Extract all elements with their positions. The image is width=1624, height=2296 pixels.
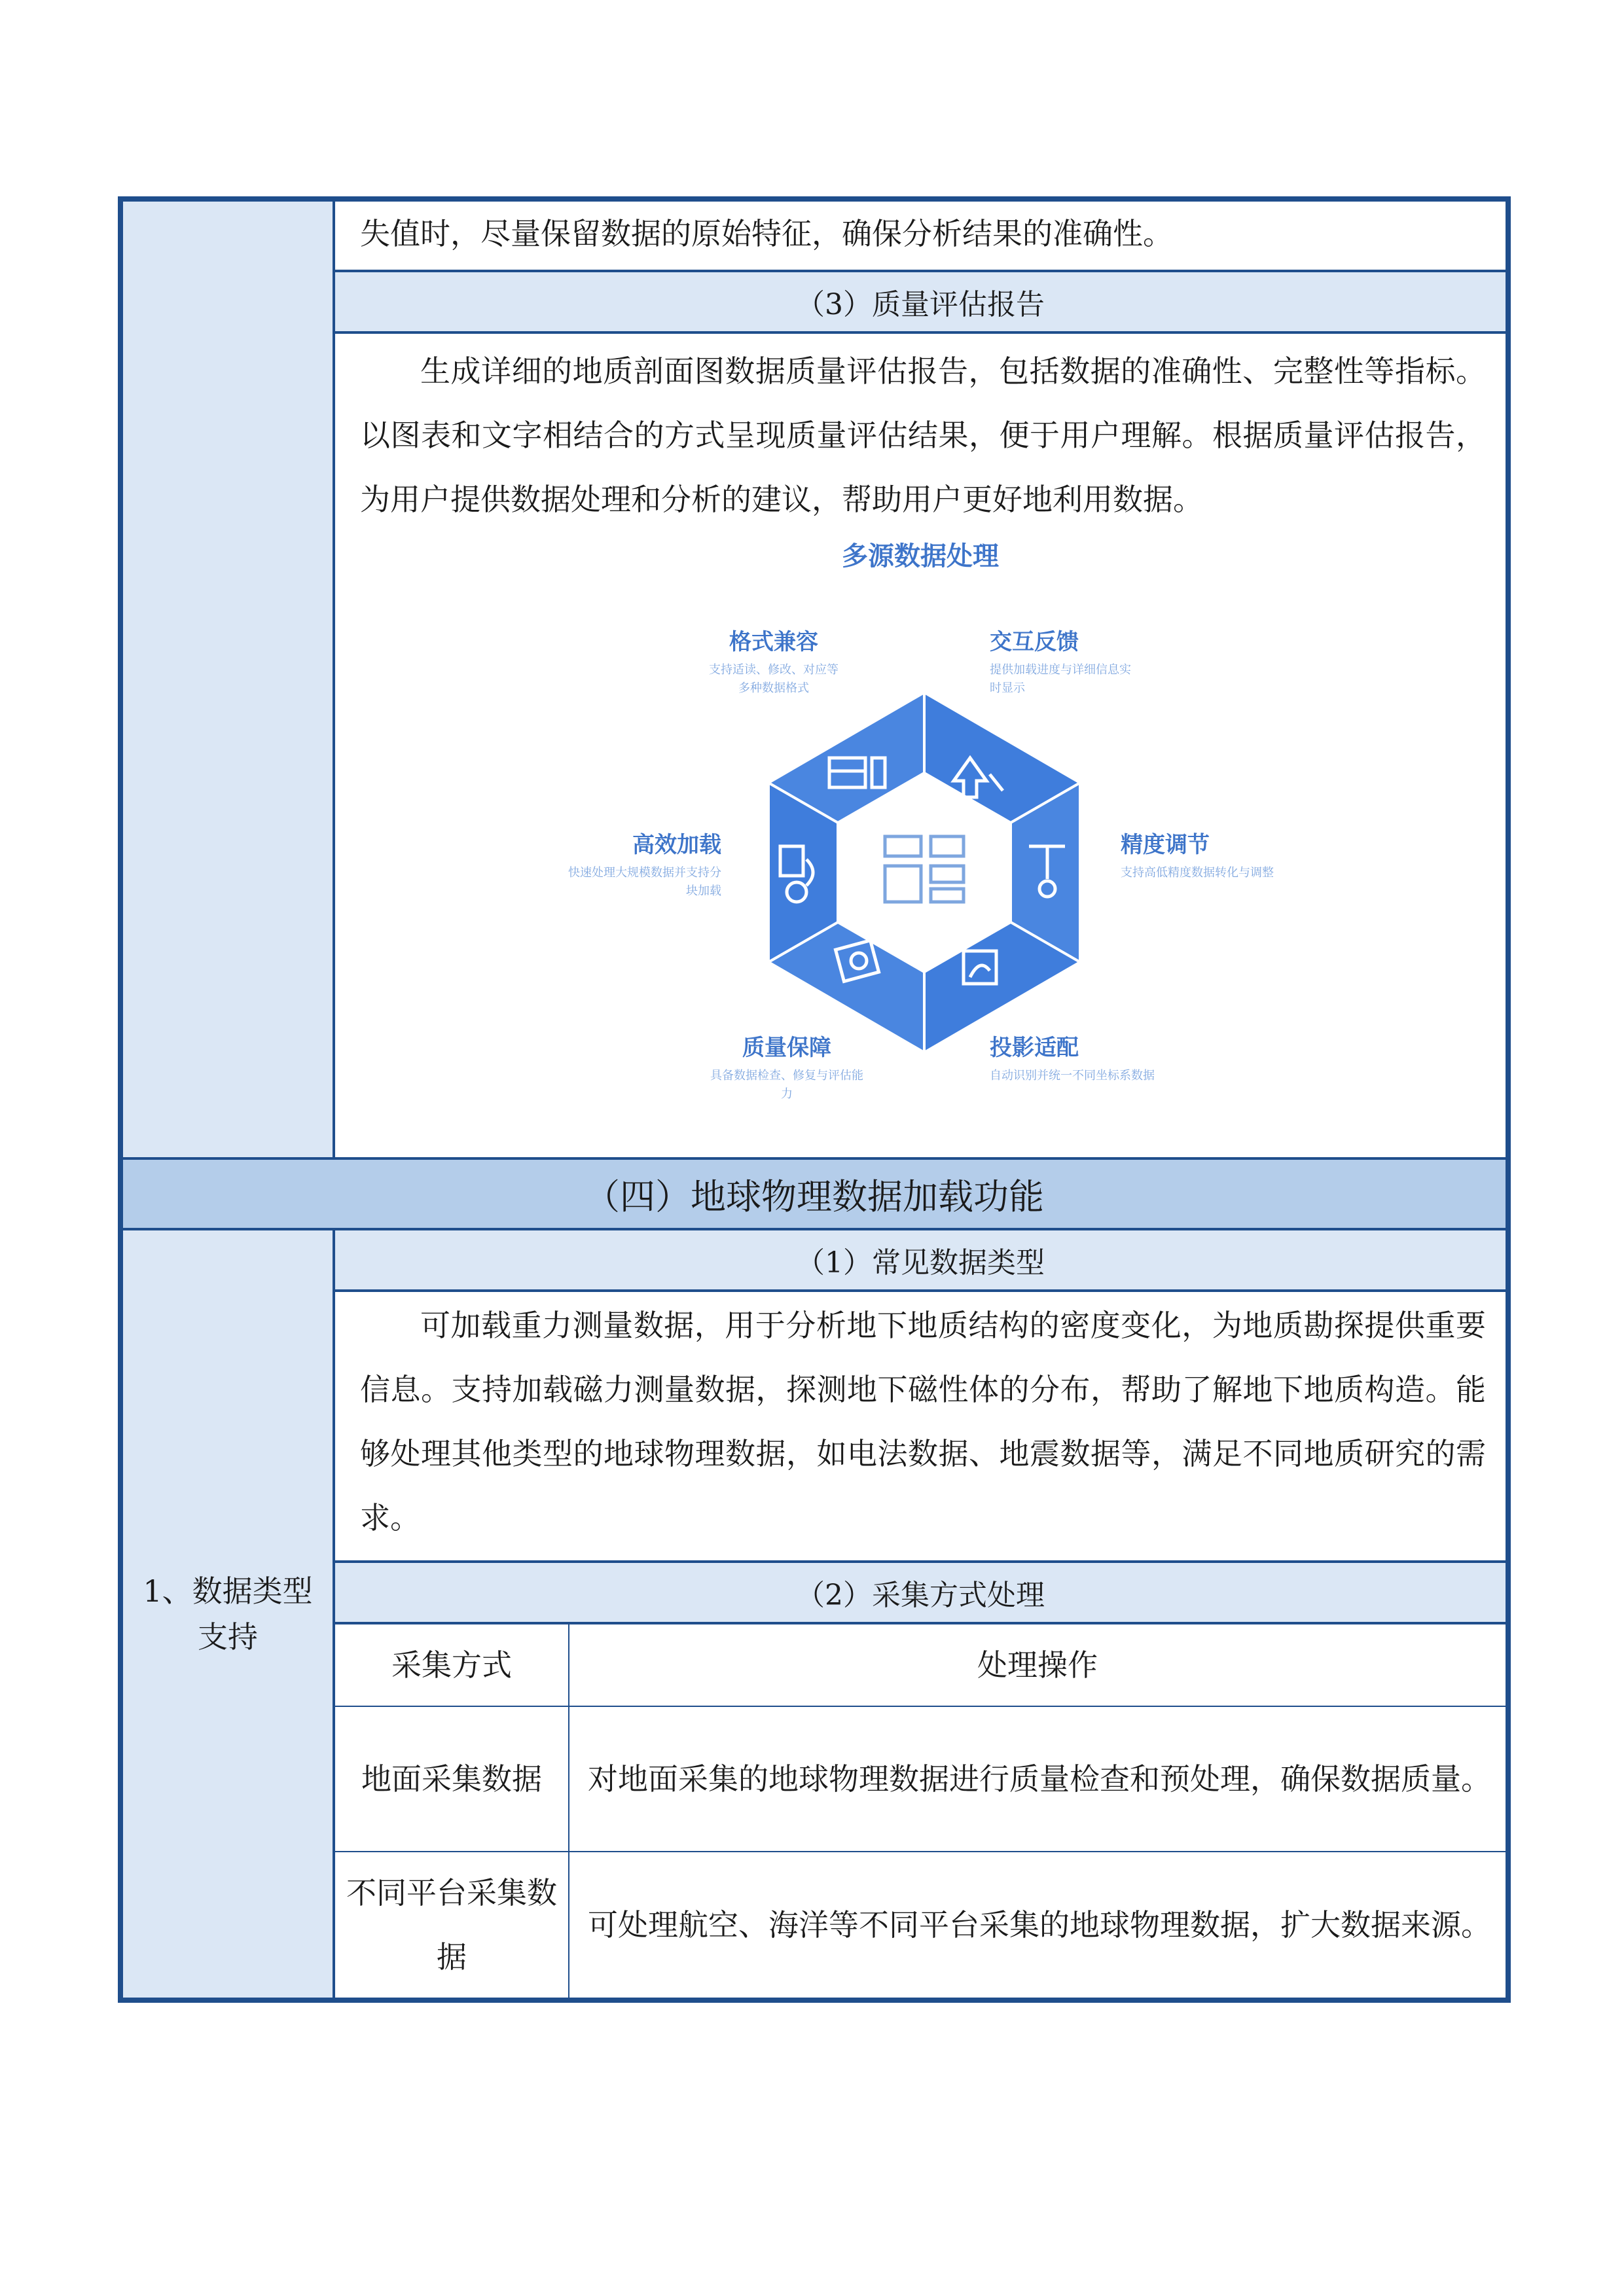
label-quality-title: 质量保障 <box>742 1035 831 1061</box>
continuation-text: 失值时，尽量保留数据的原始特征，确保分析结果的准确性。 <box>360 216 1173 251</box>
table-header-operation: 处理操作 <box>977 1647 1098 1683</box>
types-paragraph: 可加载重力测量数据，用于分析地下地质结构的密度变化，为地质勘探提供重要信息。支持加载磁力测量数据，探测地下磁性体的分布，帮助了解地下地质构造。能够处理其他类型的地球物理数据，如电法数据、地震数据等，满足不同地质研究的需求。 <box>360 1308 1486 1535</box>
collection-heading: （2）采集方式处理 <box>335 1563 1506 1622</box>
types-heading: （1）常见数据类型 <box>335 1230 1506 1289</box>
grid-line <box>333 270 1506 272</box>
section-four-title: （四）地球物理数据加载功能 <box>123 1160 1506 1228</box>
grid-line <box>333 202 335 1157</box>
label-precision-desc: 支持高低精度数据转化与调整 <box>1121 866 1274 880</box>
document-table <box>118 196 1511 2003</box>
grid-line <box>333 331 1506 334</box>
label-quality-desc: 具备数据检查、修复与评估能力 <box>710 1069 863 1101</box>
grid-line <box>333 1851 1506 1852</box>
label-interaction-desc: 提供加载进度与详细信息实时显示 <box>990 663 1131 695</box>
label-format-desc: 支持适读、修改、对应等多种数据格式 <box>709 663 839 695</box>
table-header-method: 采集方式 <box>391 1647 512 1683</box>
grid-line <box>333 1228 335 1998</box>
data-type-support-text: 1、数据类型支持 <box>143 1573 313 1655</box>
label-loading-desc: 快速处理大规模数据并支持分块加载 <box>568 866 721 898</box>
quality-report-heading: （3）质量评估报告 <box>335 272 1506 331</box>
table-row-2-operation: 可处理航空、海洋等不同平台采集的地球物理数据，扩大数据来源。 <box>588 1907 1491 1943</box>
table-row-1-operation: 对地面采集的地球物理数据进行质量检查和预处理，确保数据质量。 <box>588 1761 1491 1797</box>
hexagon-diagram <box>335 529 1506 1157</box>
grid-line <box>333 1622 1506 1624</box>
label-interaction-title: 交互反馈 <box>990 629 1079 655</box>
grid-line <box>123 1228 1506 1230</box>
grid-line <box>333 1560 1506 1563</box>
label-projection-desc: 自动识别并统一不同坐标系数据 <box>990 1069 1155 1083</box>
quality-report-paragraph: 生成详细的地质剖面图数据质量评估报告，包括数据的准确性、完整性等指标。以图表和文字相结合的方式呈现质量评估结果，便于用户理解。根据质量评估报告，为用户提供数据处理和分析的建议，帮助用户更好地利用数据。 <box>360 353 1486 517</box>
grid-line <box>123 1157 1506 1160</box>
grid-line <box>333 1289 1506 1292</box>
multi-source-figure <box>335 529 1506 1157</box>
grid-line <box>568 1624 569 1998</box>
figure-title: 多源数据处理 <box>842 541 999 571</box>
label-precision-title: 精度调节 <box>1121 832 1210 858</box>
label-format-title: 格式兼容 <box>729 629 818 655</box>
table-row-2-method: 不同平台采集数据 <box>346 1875 557 1975</box>
left-column-upper <box>123 202 333 1157</box>
data-type-support-label <box>123 1230 333 1998</box>
table-row-1-method: 地面采集数据 <box>361 1761 542 1797</box>
label-loading-title: 高效加载 <box>632 832 721 858</box>
label-projection-title: 投影适配 <box>990 1035 1079 1061</box>
grid-line <box>333 1706 1506 1707</box>
